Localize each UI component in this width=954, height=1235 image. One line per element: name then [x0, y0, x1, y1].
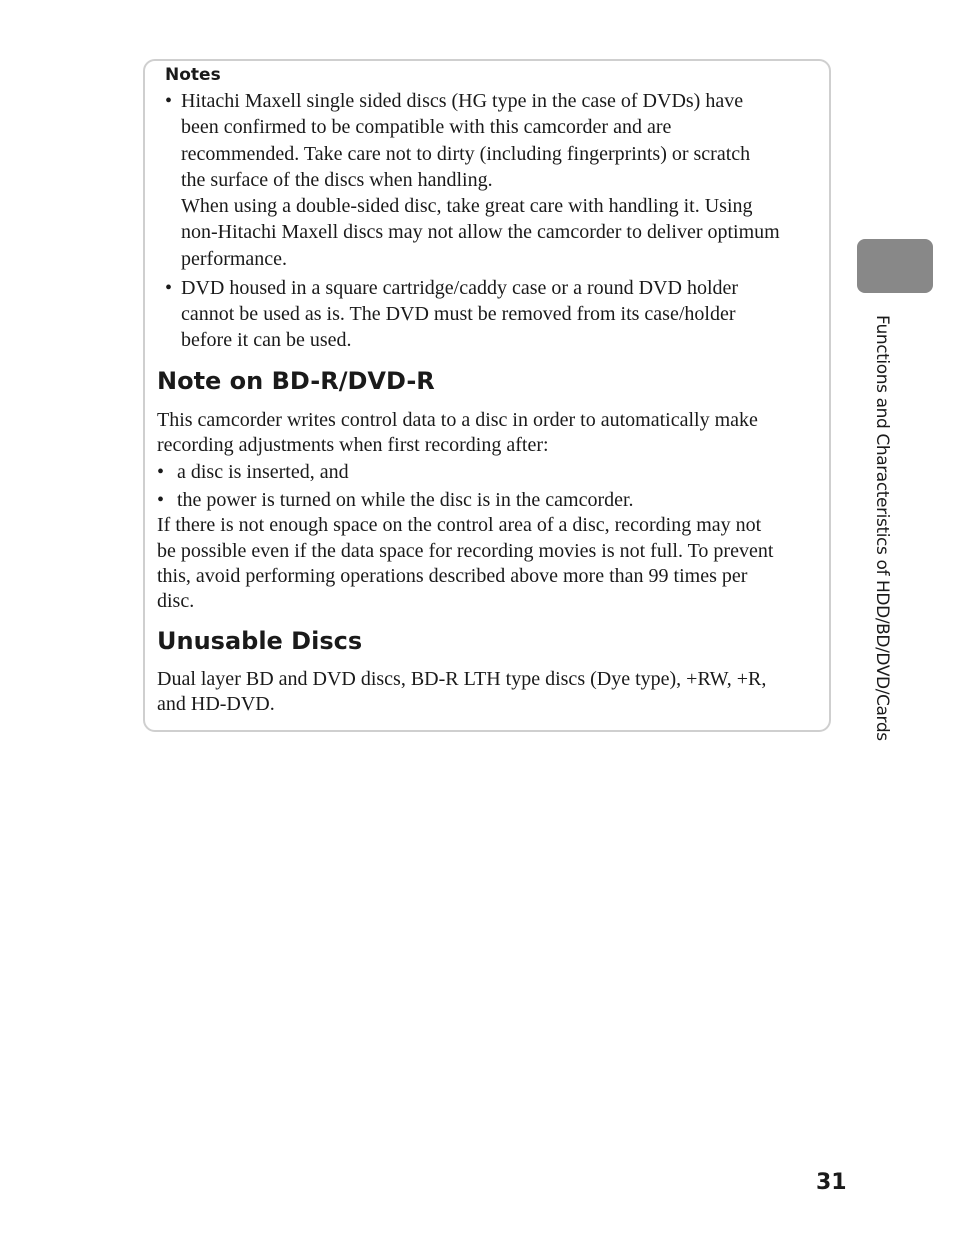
section-heading-bd-r: Note on BD-R/DVD-R [157, 367, 435, 395]
chapter-tab [857, 239, 933, 293]
notes-label: Notes [165, 65, 221, 85]
unusable-line-1: Dual layer BD and DVD discs, BD-R LTH type discs (Dye type), +RW, +R, [157, 668, 767, 690]
note-1-line-1: Hitachi Maxell single sided discs (HG type in the case of DVDs) have [181, 90, 744, 112]
note-1-line-7: performance. [181, 248, 288, 270]
bd-r-closing-line-2: be possible even if the data space for recording movies is not full. To prevent [157, 540, 774, 562]
bullet-marker: • [157, 489, 165, 511]
note-1-line-6: non-Hitachi Maxell discs may not allow the camcorder to deliver optimum [181, 221, 780, 243]
chapter-side-title: Functions and Characteristics of HDD/BD/DVD/Cards [872, 315, 892, 741]
note-1-line-5: When using a double-sided disc, take great care with handling it. Using [181, 195, 753, 217]
bd-r-intro-line-1: This camcorder writes control data to a disc in order to automatically make [157, 409, 758, 431]
notes-box [143, 59, 831, 732]
note-1-line-3: recommended. Take care not to dirty (including fingerprints) or scratch [181, 143, 751, 165]
bullet-marker: • [165, 90, 173, 112]
bullet-marker: • [165, 277, 173, 299]
note-1-line-4: the surface of the discs when handling. [181, 169, 493, 191]
bd-r-closing-line-1: If there is not enough space on the control area of a disc, recording may not [157, 514, 762, 536]
bullet-marker: • [157, 461, 165, 483]
bd-r-closing-line-4: disc. [157, 590, 195, 612]
bd-r-bullet-1: a disc is inserted, and [177, 461, 349, 483]
unusable-line-2: and HD-DVD. [157, 693, 275, 715]
bd-r-intro-line-2: recording adjustments when first recording after: [157, 434, 549, 456]
section-heading-unusable: Unusable Discs [157, 627, 363, 655]
bd-r-bullet-2: the power is turned on while the disc is in the camcorder. [177, 489, 634, 511]
page-number: 31 [816, 1170, 847, 1195]
note-1-line-2: been confirmed to be compatible with this camcorder and are [181, 116, 672, 138]
note-2-line-2: cannot be used as is. The DVD must be removed from its case/holder [181, 303, 736, 325]
bd-r-closing-line-3: this, avoid performing operations described above more than 99 times per [157, 565, 748, 587]
note-2-line-3: before it can be used. [181, 329, 352, 351]
note-2-line-1: DVD housed in a square cartridge/caddy case or a round DVD holder [181, 277, 739, 299]
